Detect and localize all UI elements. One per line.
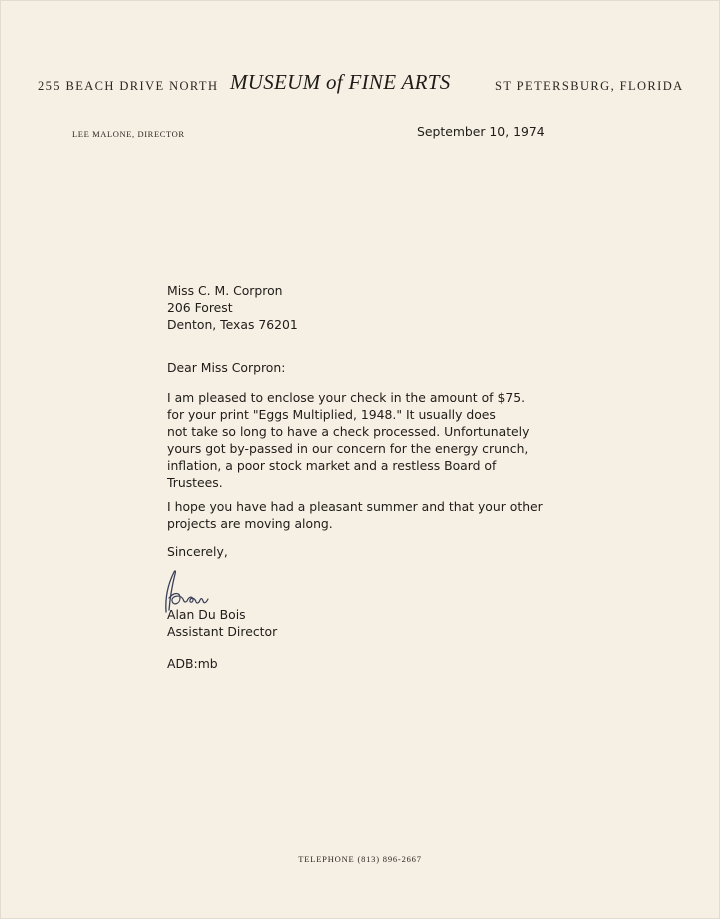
closing: Sincerely,: [167, 544, 228, 559]
director-line: LEE MALONE, DIRECTOR: [72, 129, 185, 139]
letterhead: [38, 70, 686, 106]
letter-date: September 10, 1974: [417, 124, 545, 139]
body-line: I am pleased to enclose your check in the amount of $75.: [167, 390, 526, 405]
recipient-name: Miss C. M. Corpron: [167, 283, 283, 298]
letterhead-address-right: ST PETERSBURG, FLORIDA: [495, 79, 684, 93]
body-line: inflation, a poor stock market and a restless Board of: [167, 458, 497, 473]
signer-name: Alan Du Bois: [167, 607, 246, 622]
museum-name: MUSEUM of FINE ARTS: [230, 70, 451, 94]
body-paragraph-2: [167, 498, 543, 532]
recipient-city: Denton, Texas 76201: [167, 317, 298, 332]
recipient-street: 206 Forest: [167, 300, 233, 315]
typist-initials: ADB:mb: [167, 656, 218, 671]
footer-telephone: TELEPHONE (813) 896-2667: [298, 854, 422, 864]
body-line: I hope you have had a pleasant summer and that your other: [167, 499, 543, 514]
recipient-address: [167, 282, 298, 333]
signer-title: Assistant Director: [167, 624, 278, 639]
body-line: not take so long to have a check processed. Unfortunately: [167, 424, 530, 439]
body-paragraph-1: [167, 389, 529, 491]
salutation: Dear Miss Corpron:: [167, 360, 286, 375]
body-line: for your print "Eggs Multiplied, 1948." It usually does: [167, 407, 496, 422]
letterhead-address-left: 255 BEACH DRIVE NORTH: [38, 79, 219, 93]
signer-block: [167, 606, 277, 640]
body-line: yours got by-passed in our concern for the energy crunch,: [167, 441, 529, 456]
body-line: projects are moving along.: [167, 516, 333, 531]
body-line: Trustees.: [167, 475, 223, 490]
